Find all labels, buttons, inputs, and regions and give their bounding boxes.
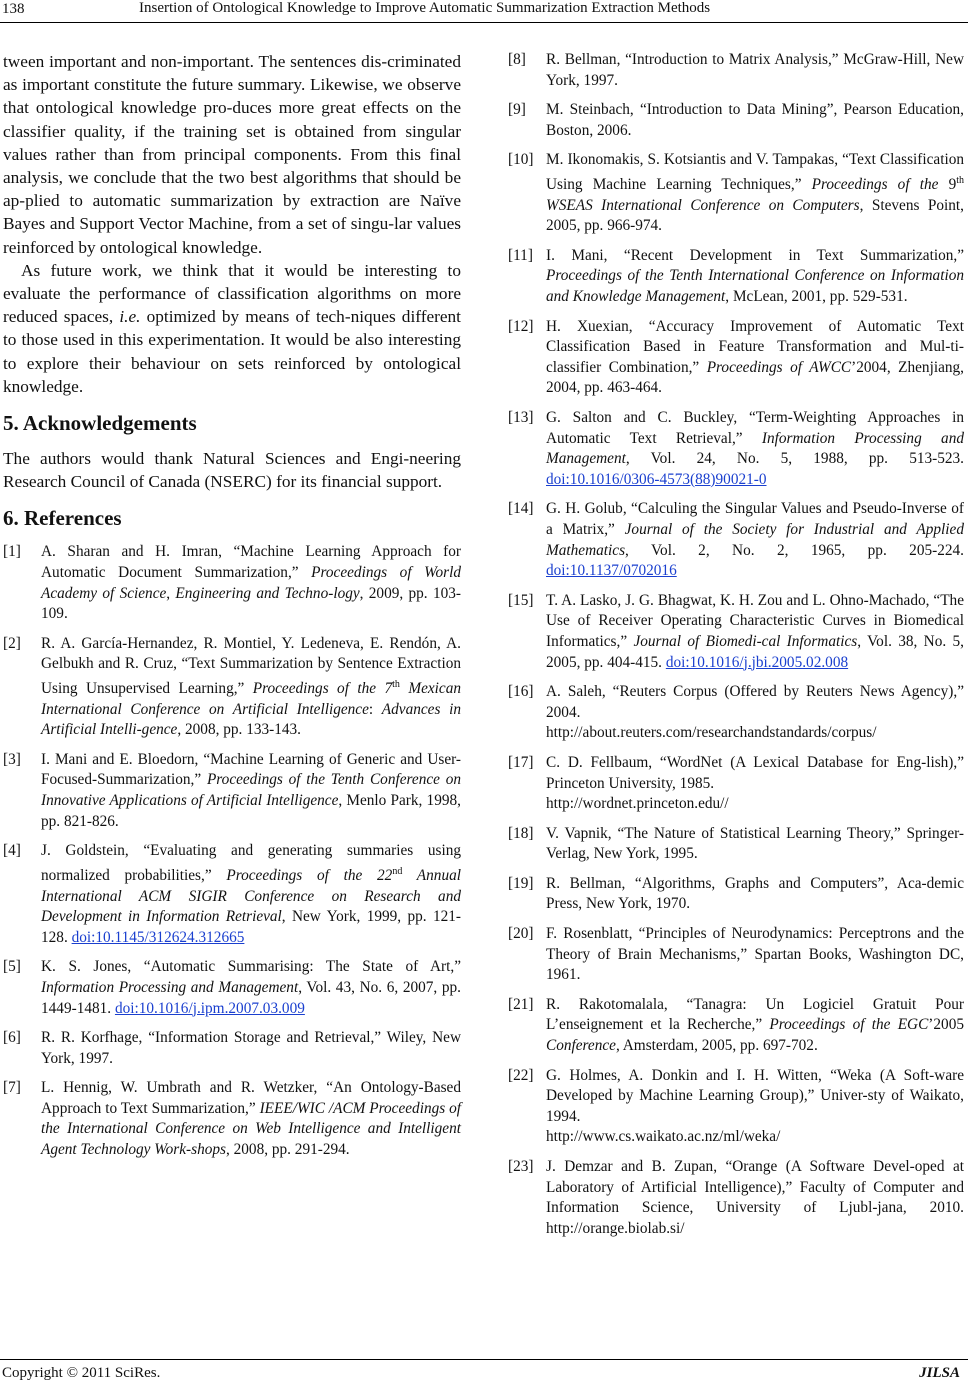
reference-segment: , Vol. 38, No. 5, 2005, pp. 404-415. — [546, 632, 964, 671]
reference-segment: ’2004, Zhenjiang, 2004, pp. 463-464. — [546, 358, 964, 397]
ordinal-superscript: th — [956, 174, 964, 186]
reference-text — [41, 1028, 461, 1069]
doi-link[interactable]: doi:10.1016/j.ipm.2007.03.009 — [114, 999, 305, 1017]
reference-italic-segment: Annual International ACM SIGIR Conference on Research and Development in Information Retrieval — [41, 866, 461, 926]
reference-segment: , 2009, pp. 103-109. — [41, 584, 461, 623]
reference-segment: R. A. García-Hernandez, R. Montiel, Y. Ledeneva, E. Rendón, A. Gelbukh and R. Cruz, “Text Summarization by Sentence Extraction Using Unsupervised Learning,” — [41, 634, 461, 698]
reference-text — [546, 591, 964, 673]
reference-number: [1] — [3, 543, 21, 561]
reference-number: [10] — [508, 151, 534, 169]
reference-item — [508, 246, 964, 308]
acknowledgements-text: The authors would thank Natural Sciences and Engi-neering Research Council of Canada (NSERC) for its financial support. — [3, 449, 461, 492]
reference-segment: K. S. Jones, “Automatic Summarising: The State of Art,” — [41, 958, 461, 976]
header-rule — [0, 22, 968, 23]
doi-link[interactable]: doi:10.1137/0702016 — [546, 562, 677, 580]
reference-segment: A. Sharan and H. Imran, “Machine Learning Approach for Automatic Document Summarization,” — [41, 543, 461, 582]
reference-italic-segment: Proceedings of the 7 — [252, 680, 393, 698]
reference-item — [508, 408, 964, 490]
reference-segment: T. A. Lasko, J. G. Bhagwat, K. H. Zou and L. Ohno-Machado, “The Use of Receiver Operating Characteristic Curves in Biomedical Informatics,” — [546, 591, 964, 650]
reference-segment: , Stevens Point, 2005, pp. 966-974. — [546, 196, 964, 235]
reference-number: [6] — [3, 1029, 21, 1047]
reference-number: [23] — [508, 1158, 534, 1175]
reference-segment: J. Goldstein, “Evaluating and generating summaries using normalized probabilities,” — [41, 842, 461, 884]
reference-segment: , 2008, pp. 133-143. — [177, 721, 302, 739]
reference-text — [546, 924, 964, 986]
reference-italic-segment: Mexican International Conference on Artificial Intelligence — [41, 680, 461, 718]
future-work-text-a: As future work, we think that it would be interesting to evaluate the performance of classification algorithms on more reduced spaces, — [3, 260, 461, 327]
reference-italic-segment: Proceedings of the Tenth Conference on Innovative Applications of Artificial Intelligence — [41, 771, 461, 810]
reference-text — [546, 1157, 964, 1239]
reference-item — [3, 1078, 461, 1160]
reference-number: [3] — [3, 750, 21, 768]
reference-segment: ’2005 — [928, 1016, 964, 1034]
reference-number: [14] — [508, 500, 534, 518]
reference-item — [508, 995, 964, 1057]
reference-item — [508, 150, 964, 236]
reference-text — [546, 50, 964, 91]
reference-segment: , Vol. 2, No. 2, 1965, pp. 205-224. — [625, 541, 964, 559]
reference-number: [8] — [508, 51, 526, 68]
acknowledgements-heading: 5. Acknowledgements — [3, 411, 197, 436]
reference-italic-segment: Advances in Artificial Intelli-gence — [41, 700, 461, 739]
reference-number: [17] — [508, 753, 534, 771]
ordinal-superscript: nd — [392, 865, 403, 877]
reference-segment: , Menlo Park, 1998, pp. 821-826. — [41, 792, 461, 830]
footer-rule — [0, 1359, 968, 1360]
reference-number: [22] — [508, 1066, 534, 1084]
reference-segment: I. Mani, “Recent Development in Text Summarization,” — [546, 246, 964, 264]
body-text — [3, 50, 461, 398]
doi-link[interactable]: doi:10.1145/312624.312665 — [71, 928, 245, 946]
reference-segment: , 2008, pp. 291-294. — [225, 1141, 350, 1159]
reference-italic-segment: Information Processing and Management — [41, 978, 299, 996]
doi-link[interactable]: doi:10.1016/0306-4573(88)90021-0 — [546, 470, 767, 488]
reference-segment: M. Steinbach, “Introduction to Data Mining”, Pearson Education, Boston, 2006. — [546, 101, 964, 139]
running-header: Insertion of Ontological Knowledge to Improve Automatic Summarization Extraction Methods — [139, 0, 711, 16]
reference-item — [508, 824, 964, 865]
reference-italic-segment: WSEAS International Conference on Computers — [546, 196, 860, 214]
reference-italic-segment: Proceedings of AWCC — [706, 358, 852, 376]
reference-segment: 9 — [948, 176, 957, 194]
reference-segment: A. Saleh, “Reuters Corpus (Offered by Reuters News Agency),” 2004. — [546, 683, 964, 721]
reference-segment: R. Bellman, “Algorithms, Graphs and Computers”, Aca-demic Press, New York, 1970. — [546, 874, 964, 913]
reference-italic-segment: Journal of the Society for Industrial and Applied Mathematics — [546, 520, 964, 559]
reference-segment: R. Rakotomalala, “Tanagra: Un Logiciel Gratuit Pour L’enseignement et la Recherche,” — [546, 995, 964, 1034]
reference-item — [508, 499, 964, 581]
reference-italic-segment: Proceedings of the 22 — [226, 866, 393, 884]
reference-item — [508, 753, 964, 815]
reference-segment: M. Ikonomakis, S. Kotsiantis and V. Tampakas, “Text Classification Using Machine Learning Techniques,” — [546, 151, 964, 194]
reference-text — [41, 542, 461, 624]
reference-item — [508, 100, 964, 141]
left-column — [3, 50, 461, 1170]
reference-number: [13] — [508, 409, 534, 426]
reference-segment: , — [166, 584, 176, 602]
reference-number: [16] — [508, 683, 534, 701]
reference-item — [508, 50, 964, 91]
reference-text — [546, 150, 964, 236]
reference-item — [508, 1066, 964, 1148]
reference-segment: , New York, 1999, pp. 121-128. — [41, 908, 461, 946]
reference-italic-segment: Journal of Biomedi-cal Informatics — [633, 632, 858, 650]
reference-text — [41, 1078, 461, 1160]
reference-number: [18] — [508, 824, 534, 842]
references-list-right — [508, 50, 964, 1239]
reference-item — [3, 634, 461, 741]
reference-number: [12] — [508, 317, 534, 335]
reference-item — [508, 317, 964, 399]
reference-italic-segment: Proceedings of World Academy of Science — [41, 564, 462, 602]
reference-text — [546, 100, 964, 141]
reference-italic-segment: Engineering and Techno-logy — [175, 584, 360, 602]
reference-url: http://about.reuters.com/researchandstandards/corpus/ — [546, 724, 877, 742]
reference-italic-segment: Proceedings of the EGC — [769, 1016, 929, 1034]
reference-segment: G. H. Golub, “Calculing the Singular Values and Pseudo-Inverse of a Matrix,” — [546, 500, 964, 538]
future-work-text-b: optimized by means of tech-niques different to those used in this experimentation. It would be also interesting to explore their behaviour on sets reinforced by ontological knowledge. — [3, 307, 461, 396]
reference-text — [546, 995, 964, 1057]
reference-text — [546, 753, 964, 815]
reference-number: [5] — [3, 958, 21, 976]
reference-item — [508, 682, 964, 744]
reference-segment: , Vol. 24, No. 5, 1988, pp. 513-523. — [625, 450, 964, 468]
reference-url: http://www.cs.waikato.ac.nz/ml/weka/ — [546, 1128, 781, 1146]
reference-number: [2] — [3, 634, 21, 652]
future-work-ie: i.e. — [119, 307, 141, 327]
reference-text — [41, 957, 461, 1019]
reference-segment: , Amsterdam, 2005, pp. 697-702. — [615, 1037, 818, 1055]
reference-number: [11] — [508, 246, 533, 264]
reference-segment: V. Vapnik, “The Nature of Statistical Learning Theory,” Springer-Verlag, New York, 1995. — [546, 824, 964, 863]
reference-segment: H. Xuexian, “Accuracy Improvement of Automatic Text Classification Based in Feature Transformation and Mul-ti-classifier Combination,” — [546, 317, 964, 376]
reference-segment: , McLean, 2001, pp. 529-531. — [725, 288, 908, 306]
reference-item — [508, 591, 964, 673]
reference-segment: L. Hennig, W. Umbrath and R. Wetzker, “An Ontology-Based Approach to Text Summarization,” — [41, 1079, 461, 1117]
right-column — [508, 50, 964, 1248]
reference-text — [546, 499, 964, 581]
reference-item — [3, 542, 461, 624]
reference-text — [546, 1066, 964, 1148]
reference-segment: , Vol. 43, No. 6, 2007, pp. 1449-1481. — [41, 978, 461, 1017]
reference-number: [20] — [508, 925, 534, 943]
reference-number: [9] — [508, 101, 526, 119]
reference-segment: J. Demzar and B. Zupan, “Orange (A Software Devel-oped at Laboratory of Artificial Intelligence),” Faculty of Computer and Information Science, University of Ljubl-jana, 2010. http://orange.biolab.si/ — [546, 1158, 964, 1237]
reference-number: [4] — [3, 842, 21, 860]
reference-text — [546, 824, 964, 865]
reference-text — [546, 317, 964, 399]
reference-text — [546, 408, 964, 490]
reference-italic-segment: Information Processing and Management — [546, 429, 964, 468]
paragraph-conclusion: tween important and non-important. The sentences dis-criminated as important constitute the future summary. Likewise, we observe that ontological knowledge pro-duces more great effects on the classifier quality, if the training set is obtained from singular values rather than from principal components. From this final analysis, we conclude that the two best algorithms that should be ap-plied to automatic summarization by extraction are Naïve Bayes and Support Vector Machine, from a set of singu-lar values reinforced by ontological knowledge. — [3, 52, 461, 257]
reference-number: [19] — [508, 874, 534, 892]
reference-italic-segment: Proceedings of the — [811, 176, 949, 194]
reference-segment: F. Rosenblatt, “Principles of Neurodynamics: Perceptrons and the Theory of Brain Mechanisms,” Spartan Books, Washington DC, 1961. — [546, 925, 964, 984]
reference-segment: : — [368, 700, 382, 718]
journal-name: JILSA — [919, 1365, 960, 1381]
page-number: 138 — [2, 1, 25, 17]
reference-segment: R. R. Korfhage, “Information Storage and Retrieval,” Wiley, New York, 1997. — [41, 1029, 461, 1067]
references-list-left — [3, 542, 461, 1160]
reference-italic-segment: Proceedings of the Tenth International Conference on Information and Knowledge Management — [546, 267, 964, 306]
reference-text — [41, 750, 461, 832]
reference-item — [508, 1157, 964, 1239]
reference-segment: G. Salton and C. Buckley, “Term-Weighting Approaches in Automatic Text Retrieval,” — [546, 409, 964, 447]
reference-item — [3, 1028, 461, 1069]
reference-number: [15] — [508, 591, 534, 609]
ordinal-superscript: th — [392, 679, 400, 691]
reference-text — [41, 841, 461, 948]
reference-italic-segment: IEEE/WIC /ACM Proceedings of the International Conference on Web Intelligence and Intelligent Agent Technology Work-shops — [41, 1099, 461, 1159]
reference-segment: R. Bellman, “Introduction to Matrix Analysis,” McGraw-Hill, New York, 1997. — [546, 51, 964, 89]
reference-segment: I. Mani and E. Bloedorn, “Machine Learning of Generic and User-Focused-Summarization,” — [41, 750, 461, 789]
reference-text — [546, 682, 964, 744]
reference-url: http://wordnet.princeton.edu// — [546, 795, 729, 813]
copyright: Copyright © 2011 SciRes. — [2, 1365, 161, 1381]
references-heading: 6. References — [3, 506, 122, 531]
reference-item — [3, 841, 461, 948]
reference-segment: G. Holmes, A. Donkin and I. H. Witten, “Weka (A Soft-ware Developed by Machine Learning Group),” Univer-sty of Waikato, 1994. — [546, 1066, 964, 1125]
reference-italic-segment: Conference — [546, 1037, 616, 1055]
paragraph-future-work — [3, 259, 461, 398]
reference-text — [546, 874, 964, 915]
reference-text — [41, 634, 461, 741]
reference-item — [3, 957, 461, 1019]
reference-number: [21] — [508, 995, 534, 1013]
reference-segment: C. D. Fellbaum, “WordNet (A Lexical Database for Eng-lish),” Princeton University, 1985. — [546, 753, 964, 792]
reference-item — [508, 924, 964, 986]
doi-link[interactable]: doi:10.1016/j.jbi.2005.02.008 — [665, 653, 849, 671]
reference-item — [508, 874, 964, 915]
reference-item — [3, 750, 461, 832]
reference-text — [546, 246, 964, 308]
reference-number: [7] — [3, 1079, 21, 1097]
